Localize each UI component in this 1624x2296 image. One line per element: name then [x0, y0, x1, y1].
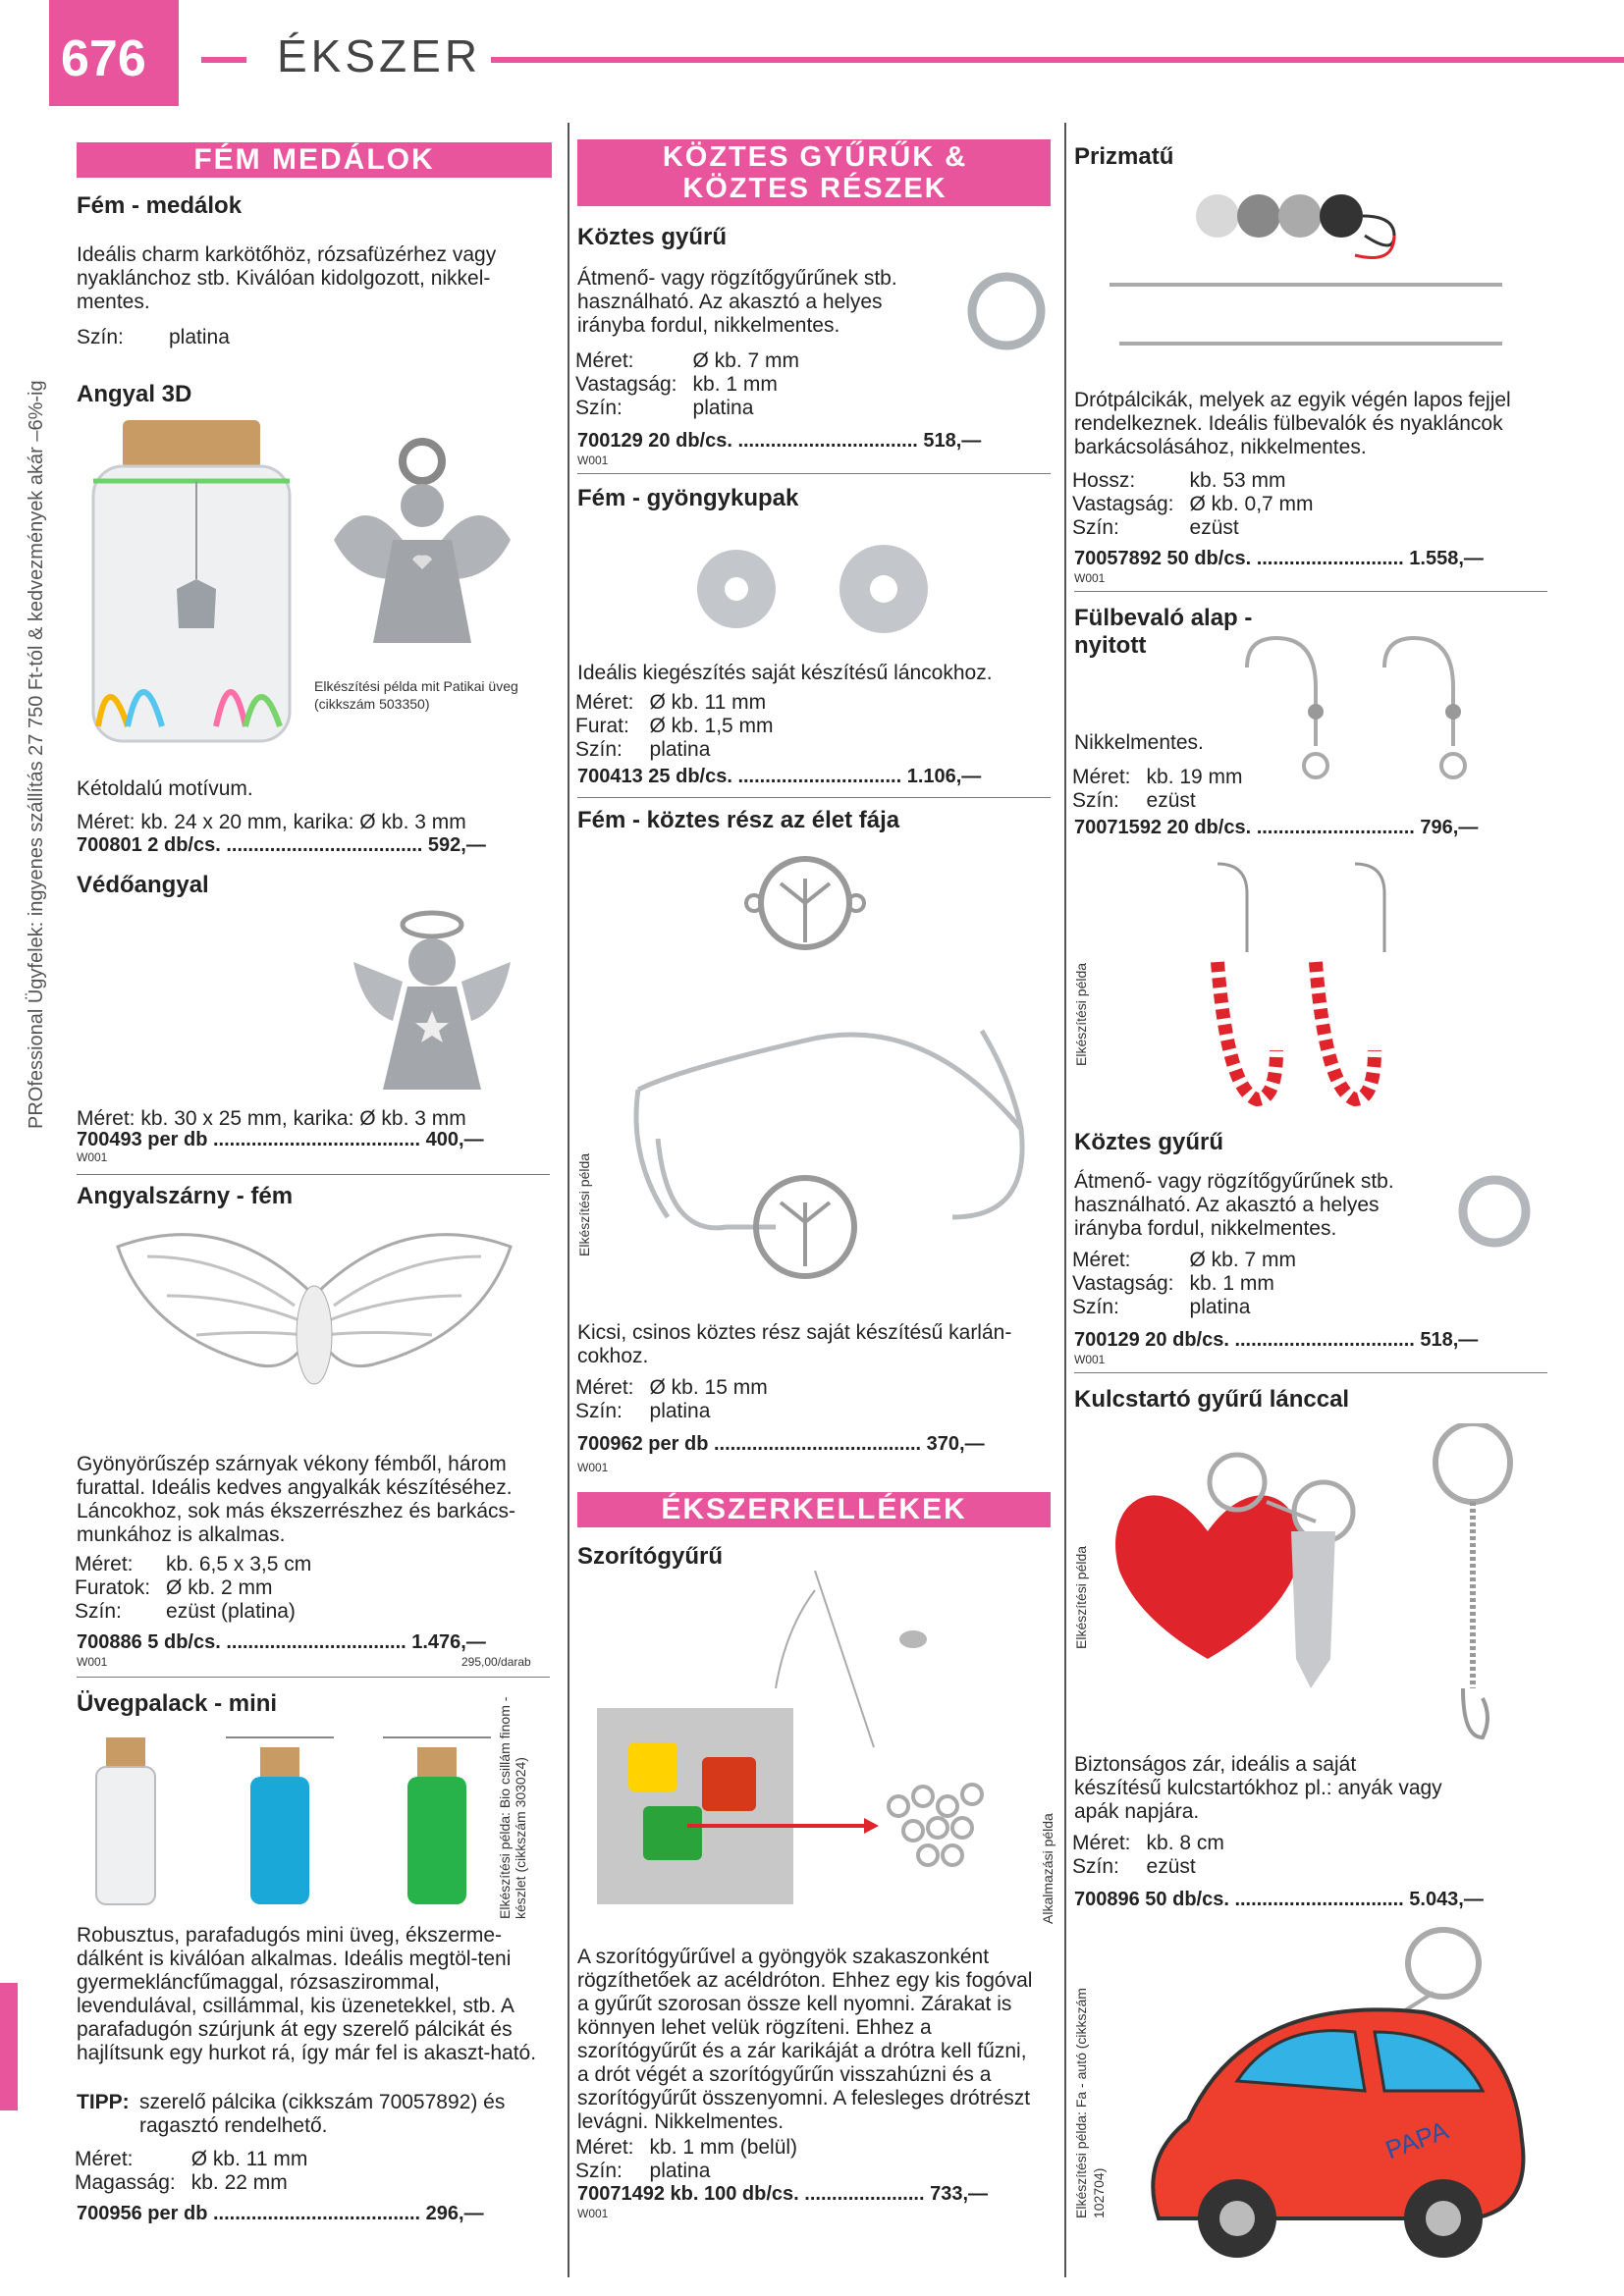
head-pins-image — [1100, 177, 1512, 363]
spec-value: platina — [649, 738, 711, 761]
spec-label: Vastagság: — [575, 373, 677, 396]
spec-value: kb. 22 mm — [190, 2171, 288, 2194]
spec-value: Ø kb. 2 mm — [166, 1576, 273, 1599]
spec-value: kb. 19 mm — [1146, 766, 1243, 788]
price-line: 700129 20 db/cs. ................................. 518,— — [1074, 1329, 1479, 1351]
product-desc: Biztonságos zár, ideális a saját készítésű kulcstartókhoz pl.: anyák vagy apák napjára. — [1074, 1753, 1442, 1823]
spec-value: Ø kb. 11 mm — [190, 2148, 308, 2170]
spec-value: platina — [692, 397, 754, 419]
product-desc: Ideális charm karkötőhöz, rózsafüzérhez vagy nyaklánchoz stb. Kiválóan kidolgozott, nikkel-mentes. — [77, 243, 497, 313]
car-label: PAPA — [1381, 2114, 1452, 2165]
spec-value: kb. 53 mm — [1189, 469, 1286, 492]
spec-row — [575, 1400, 768, 1423]
product-title: Fém - köztes rész az élet fája — [577, 807, 900, 833]
spec-label: Szín: — [575, 2160, 623, 2182]
wings-image — [108, 1217, 520, 1404]
spec-label: Méret: — [575, 691, 634, 714]
w-code: W001 — [77, 1150, 108, 1164]
spec-value: Ø kb. 11 mm — [649, 691, 767, 714]
tip-text: szerelő pálcika (cikkszám 70057892) és ragasztó rendelhető. — [139, 2091, 506, 2137]
spec-value: ezüst — [1189, 516, 1239, 539]
koztes-header: KÖZTES GYŰRŰK & KÖZTES RÉSZEK — [662, 141, 968, 204]
section-title: ÉKSZER — [277, 30, 482, 81]
angel-charm-image — [324, 432, 520, 667]
price-line: 700896 50 db/cs. ............................... 5.043,— — [1074, 1889, 1484, 1910]
spec-label: Szín: — [1072, 1855, 1119, 1878]
product-size: Méret: kb. 24 x 20 mm, karika: Ø kb. 3 mm — [77, 811, 466, 833]
example-caption: Elkészítési példa: Bio csillám finom - készlet (cikkszám 303024) — [497, 1696, 528, 1919]
w-code: W001 — [1074, 571, 1106, 585]
jump-ring-image — [962, 267, 1051, 355]
spec-label: Méret: — [1072, 1832, 1131, 1854]
ear-hooks-image — [1237, 628, 1551, 795]
example-caption: Elkészítési példa — [1073, 1545, 1089, 1649]
spec-label: Szín: — [575, 397, 623, 419]
spec-row — [1072, 493, 1314, 516]
spec-table — [1072, 1832, 1224, 1879]
price-line: 700413 25 db/cs. .............................. 1.106,— — [577, 766, 982, 787]
spec-value: kb. 6,5 x 3,5 cm — [166, 1553, 312, 1575]
crimp-beads-image — [589, 1571, 1051, 1924]
product-desc: Robusztus, parafadugós mini üveg, ékszerme-dálként is kiválóan alkalmas. Ideális megtöl-teni gyermekláncfűmaggal, rózsaszirommal, levendulával, csillámmal, kis üzenetekkel, stb. A parafadugón szúrjunk át egy szerelő pálcikát és hajlítsunk egy hurkot rá, így már fel is akaszt-ható. — [77, 1924, 537, 2064]
spec-row — [575, 738, 774, 762]
spec-table — [1072, 766, 1243, 813]
keychain-heart-image — [1090, 1423, 1542, 1747]
product-title: Köztes gyűrű — [577, 224, 728, 250]
price-line: 700493 per db ...................................... 400,— — [77, 1129, 484, 1150]
example-caption: Alkalmazási példa — [1040, 1813, 1056, 1924]
spec-row — [575, 715, 774, 738]
mini-bottles-image — [88, 1728, 501, 1914]
spec-table — [575, 1376, 768, 1423]
spec-row — [75, 1576, 311, 1600]
w-code: W001 — [577, 454, 609, 467]
spec-value: Ø kb. 7 mm — [1189, 1249, 1297, 1271]
price-line: 70071492 kb. 100 db/cs. ...................... 733,— — [577, 2183, 988, 2205]
example-caption: Elkészítési példa: Fa - autó (cikkszám 102704) — [1073, 1988, 1107, 2218]
price-line: 700956 per db ...................................... 296,— — [77, 2203, 484, 2224]
side-tab — [0, 1983, 18, 2110]
spec-label: Méret: — [75, 1553, 134, 1575]
car-keychain-image — [1129, 1924, 1542, 2277]
example-caption: Elkészítési példa — [576, 1152, 592, 1256]
product-size: Méret: kb. 30 x 25 mm, karika: Ø kb. 3 mm — [77, 1107, 466, 1130]
spec-value: Ø kb. 1,5 mm — [649, 715, 774, 737]
spec-value: kb. 1 mm — [692, 373, 778, 396]
product-desc: Kétoldalú motívum. — [77, 777, 253, 800]
spec-row — [575, 397, 799, 420]
spec-row — [1072, 1296, 1296, 1319]
page-number: 676 — [61, 30, 146, 87]
spec-row — [1072, 1832, 1224, 1855]
spec-value: platina — [649, 2160, 711, 2182]
jar-image — [88, 412, 295, 746]
spec-label: Hossz: — [1072, 469, 1136, 492]
spec-label: Méret: — [1072, 1249, 1131, 1271]
spec-label: Furat: — [575, 715, 629, 737]
price-line: 700962 per db ...................................... 370,— — [577, 1433, 985, 1455]
w-code: W001 — [577, 2207, 609, 2220]
spec-label: Méret: — [75, 2148, 134, 2170]
spec-row — [575, 1376, 768, 1400]
spec-row — [75, 1600, 311, 1624]
spec-table — [575, 349, 799, 420]
beaded-earrings-image — [1168, 854, 1443, 1119]
price-line: 700801 2 db/cs. .................................... 592,— — [77, 834, 486, 856]
spec-table — [75, 2148, 307, 2195]
spec-row — [575, 2136, 797, 2160]
spec-row — [575, 349, 799, 373]
product-title: Prizmatű — [1074, 143, 1174, 170]
product-desc: Átmenő- vagy rögzítőgyűrűnek stb. használható. Az akasztó a helyes irányba fordul, nikkelmentes. — [1074, 1170, 1394, 1240]
spec-table — [575, 691, 774, 762]
spec-row — [1072, 516, 1314, 540]
spec-value: kb. 1 mm — [1189, 1272, 1274, 1295]
price-line: 70071592 20 db/cs. ............................. 796,— — [1074, 817, 1479, 838]
spec-label: Szín: — [75, 1600, 122, 1623]
tree-of-life-image — [609, 844, 1041, 1315]
spec-table — [75, 1553, 311, 1624]
product-title: Angyalszárny - fém — [77, 1183, 294, 1209]
price-line: 70057892 50 db/cs. ........................... 1.558,— — [1074, 548, 1484, 569]
spec-label: Vastagság: — [1072, 1272, 1174, 1295]
spec-row — [1072, 1855, 1224, 1879]
unit-price: 295,00/darab — [461, 1655, 531, 1669]
spec-value: Ø kb. 0,7 mm — [1189, 493, 1314, 515]
product-desc: Átmenő- vagy rögzítőgyűrűnek stb. használható. Az akasztó a helyes irányba fordul, nikkelmentes. — [577, 267, 897, 337]
product-title: Kulcstartó gyűrű lánccal — [1074, 1386, 1350, 1413]
divider — [1074, 1372, 1547, 1373]
product-desc: A szorítógyűrűvel a gyöngyök szakaszonként rögzíthetőek az acéldróton. Ehhez egy kis fogóval a gyűrűt szorosan össze kell nyomni. Zárakat is könnyen lehet velük rögzíteni. Ehhez a szorítógyűrűt és a zár karikáját a drótra kell fűzni, a drót végét a szorítógyűrűn visszahúzni és a szorítógyűrűt összenyomni. A felesleges drótrészt levágni. Nikkelmentes. — [577, 1946, 1033, 2133]
spec-label: Magasság: — [75, 2171, 176, 2194]
example-caption: Elkészítési példa — [1073, 962, 1089, 1066]
product-title: Angyal 3D — [77, 381, 192, 407]
spec-label: Szín: — [575, 738, 623, 761]
spec-table — [1072, 1249, 1296, 1319]
tip-label: TIPP: — [77, 2091, 130, 2113]
price-line: 700886 5 db/cs. ................................. 1.476,— — [77, 1631, 486, 1653]
product-title: Üvegpalack - mini — [77, 1690, 278, 1717]
spec-label: Furatok: — [75, 1576, 151, 1599]
product-title: Fém - medálok — [77, 192, 243, 219]
guardian-angel-image — [334, 903, 530, 1099]
product-desc: Ideális kiegészítés saját készítésű láncokhoz. — [577, 662, 993, 684]
spec-row — [575, 2160, 797, 2183]
product-desc: Drótpálcikák, melyek az egyik végén lapos fejjel rendelkeznek. Ideális fülbevalók és nyakláncok barkácsolásához, nikkelmentes. — [1074, 389, 1511, 458]
spec-table — [575, 2136, 797, 2183]
product-title: Fém - gyöngykupak — [577, 485, 799, 511]
spec-value: ezüst (platina) — [166, 1600, 296, 1623]
spec-value: Ø kb. 15 mm — [649, 1376, 768, 1399]
ekszerkellekek-header: ÉKSZERKELLÉKEK — [577, 1492, 1051, 1527]
spec-label: Szín: — [1072, 1296, 1119, 1318]
color-label: Szín: — [77, 326, 124, 348]
spec-row — [1072, 789, 1243, 813]
example-caption: Elkészítési példa mit Patikai üveg (cikkszám 503350) — [314, 678, 518, 712]
spec-label: Szín: — [1072, 789, 1119, 812]
spec-label: Vastagság: — [1072, 493, 1174, 515]
product-title: Védőangyal — [77, 872, 209, 898]
w-code: W001 — [77, 1655, 108, 1669]
divider — [1074, 591, 1547, 592]
w-code: W001 — [1074, 1353, 1106, 1366]
spec-label: Szín: — [1072, 516, 1119, 539]
spec-row — [575, 373, 799, 397]
spec-table — [1072, 469, 1314, 540]
spec-value: platina — [649, 1400, 711, 1422]
spec-value: ezüst — [1146, 1855, 1196, 1878]
product-title: Köztes gyűrű — [1074, 1129, 1224, 1155]
fem-medalok-header: FÉM MEDÁLOK — [77, 142, 552, 178]
price-line: 700129 20 db/cs. ................................. 518,— — [577, 430, 982, 452]
divider — [77, 1174, 550, 1175]
spec-row — [75, 2148, 307, 2171]
spec-label: Szín: — [575, 1400, 623, 1422]
divider — [77, 1677, 550, 1678]
spec-row — [1072, 1272, 1296, 1296]
spec-value: Ø kb. 7 mm — [692, 349, 800, 372]
spec-value: ezüst — [1146, 789, 1196, 812]
product-title: Fülbevaló alap - nyitott — [1074, 605, 1253, 659]
spec-row — [575, 691, 774, 715]
color-value: platina — [169, 326, 230, 348]
spec-row — [75, 2171, 307, 2195]
divider — [577, 473, 1051, 474]
spec-row — [1072, 1249, 1296, 1272]
spec-row — [1072, 469, 1314, 493]
bead-caps-image — [687, 535, 943, 643]
product-desc: Nikkelmentes. — [1074, 731, 1204, 754]
header-dash — [201, 57, 246, 63]
w-code: W001 — [577, 1461, 609, 1474]
spec-row — [1072, 766, 1243, 789]
col-divider-2 — [1064, 123, 1066, 2277]
jump-ring-image — [1453, 1170, 1537, 1254]
side-text: PROfessional Ügyfelek: ingyenes szállítás 27 750 Ft-tól & kedvezmények akár –6%-ig — [26, 380, 47, 1129]
spec-label: Méret: — [1072, 766, 1131, 788]
header-rule — [491, 57, 1624, 63]
spec-value: kb. 1 mm (belül) — [649, 2136, 798, 2159]
spec-label: Méret: — [575, 2136, 634, 2159]
spec-row — [75, 1553, 311, 1576]
col-divider-1 — [568, 123, 569, 2277]
product-title: Szorítógyűrű — [577, 1543, 723, 1570]
divider — [577, 797, 1051, 798]
product-desc: Gyönyörűszép szárnyak vékony fémből, három furattal. Ideális kedves angyalkák készítéséhez. Láncokhoz, sok más ékszerrészhez és barkács-munkához is alkalmas. — [77, 1453, 516, 1546]
product-desc: Kicsi, csinos köztes rész saját készítésű karlán-cokhoz. — [577, 1321, 1012, 1367]
spec-label: Méret: — [575, 1376, 634, 1399]
spec-value: kb. 8 cm — [1146, 1832, 1224, 1854]
spec-value: platina — [1189, 1296, 1251, 1318]
spec-label: Méret: — [575, 349, 634, 372]
